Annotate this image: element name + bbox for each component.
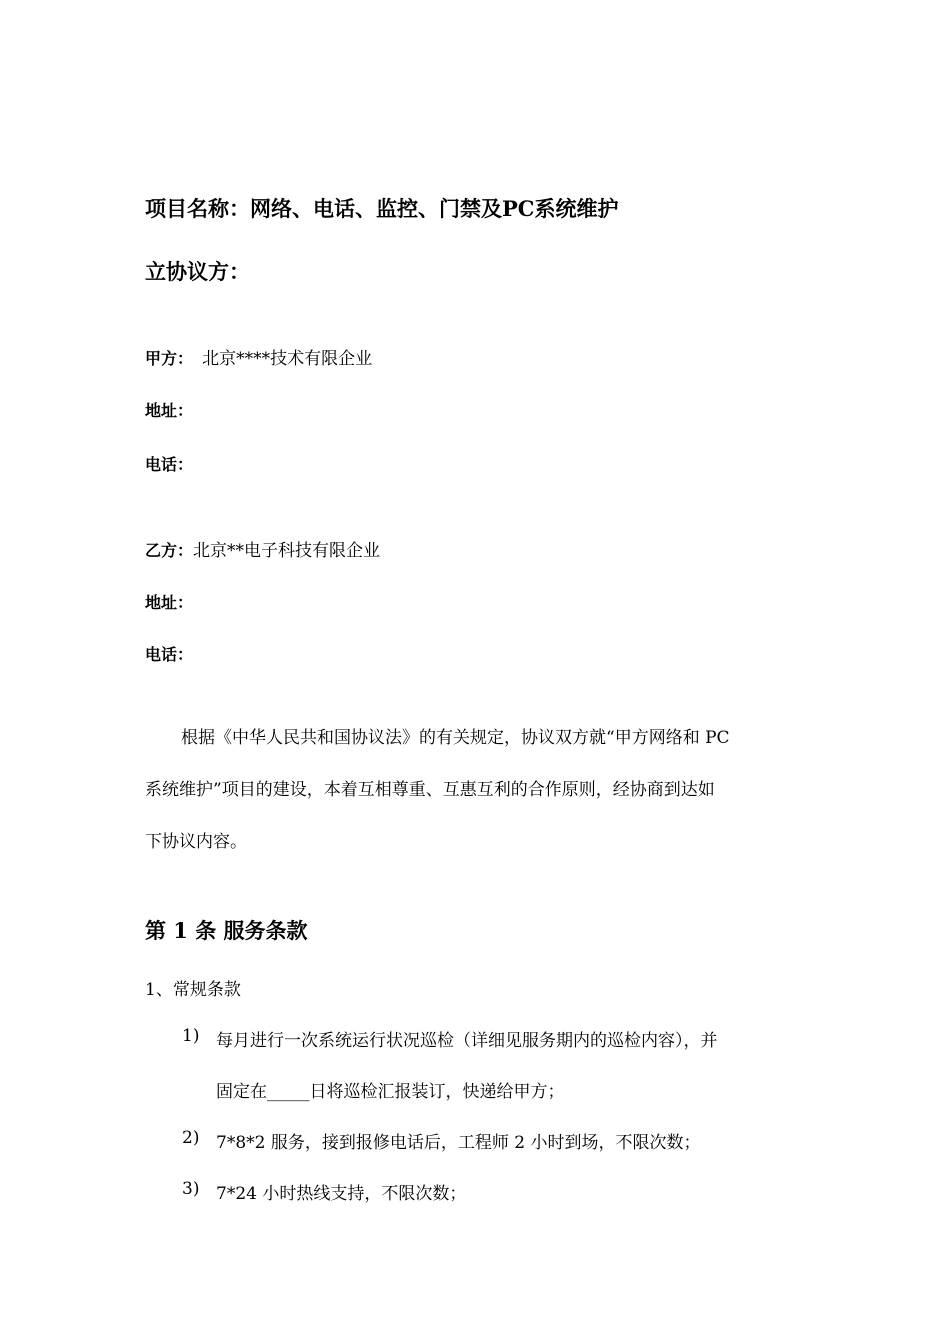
item-2-number: 2) — [182, 1128, 200, 1148]
party-a-phone-label: 电话： — [145, 455, 194, 474]
party-a-label: 甲方： — [145, 349, 194, 368]
party-a-address-label: 地址： — [145, 401, 194, 420]
party-b-phone-label: 电话： — [145, 645, 194, 664]
article-1-title: 第 1 条 服务条款 — [145, 918, 308, 943]
item-3-line-1: 7*24 小时热线支持，不限次数； — [216, 1184, 467, 1204]
intro-line-3: 下协议内容。 — [145, 832, 247, 852]
party-a-line — [145, 344, 372, 369]
party-b-label: 乙方： — [145, 541, 194, 560]
item-3-number: 3) — [182, 1179, 200, 1199]
item-2-line-1: 7*8*2 服务，接到报修电话后，工程师 2 小时到场，不限次数； — [216, 1133, 701, 1153]
intro-line-2: 系统维护”项目的建设，本着互相尊重、互惠互利的合作原则，经协商到达如 — [145, 780, 715, 800]
project-title: 项目名称：网络、电话、监控、门禁及PC系统维护 — [145, 196, 619, 221]
parties-heading: 立协议方： — [145, 259, 250, 284]
intro-line-1: 根据《中华人民共和国协议法》的有关规定，协议双方就“甲方网络和 PC — [181, 728, 730, 748]
intro-paragraph — [145, 723, 730, 879]
article-1-section: 1、常规条款 — [145, 980, 241, 1000]
item-1-number: 1) — [182, 1026, 200, 1046]
party-b-line — [145, 536, 380, 561]
party-b-address-label: 地址： — [145, 593, 194, 612]
item-1-line-1: 每月进行一次系统运行状况巡检（详细见服务期内的巡检内容），并 — [216, 1031, 718, 1051]
item-1-line-2: 固定在_____日将巡检汇报装订，快递给甲方； — [216, 1082, 565, 1102]
party-b-name: 北京**电子科技有限企业 — [193, 541, 381, 561]
party-a-name: 北京****技术有限企业 — [202, 349, 373, 369]
